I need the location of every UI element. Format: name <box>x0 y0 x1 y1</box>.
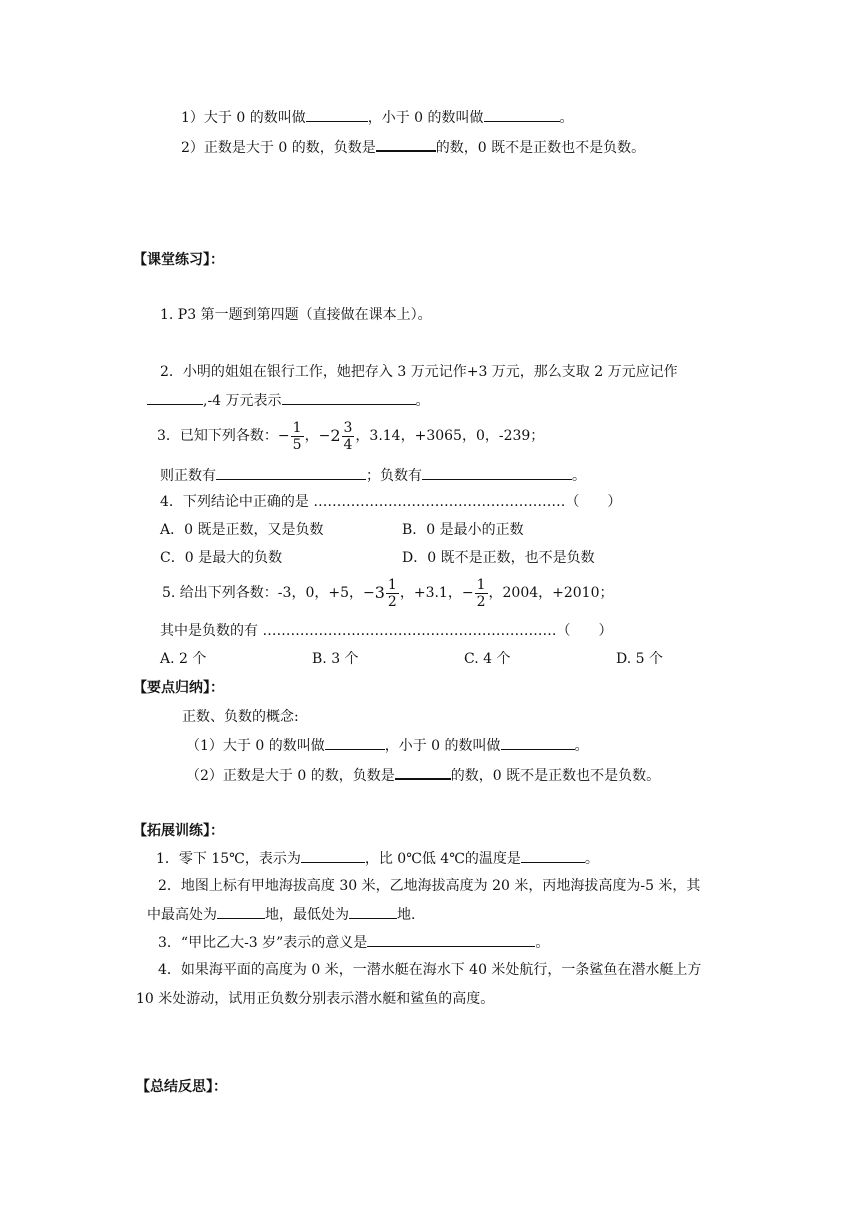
answer-blank[interactable] <box>501 735 575 750</box>
choice-b[interactable]: B．0 是最小的正数 <box>402 522 524 538</box>
practice-q2-line1: 2．小明的姐姐在银行工作，她把存入 3 万元记作+3 万元，那么支取 2 万元应记作 <box>160 364 678 380</box>
extension-q4-line2: 10 米处游动，试用正负数分别表示潜水艇和鲨鱼的高度。 <box>136 991 495 1007</box>
answer-blank[interactable] <box>147 390 203 405</box>
answer-blank[interactable] <box>217 904 265 919</box>
answer-blank[interactable] <box>521 848 585 863</box>
answer-blank[interactable] <box>367 932 535 947</box>
practice-q2-line2: ,-4 万元表示 。 <box>147 390 430 411</box>
section-title-summary: 【要点归纳】： <box>133 680 224 696</box>
fraction: $\frac{3}{4}$ <box>343 419 353 453</box>
section-title-practice: 【课堂练习】： <box>133 252 224 268</box>
answer-blank[interactable] <box>349 904 397 919</box>
extension-q3: 3．“甲比乙大-3 岁”表示的意义是 。 <box>158 932 549 953</box>
answer-blank[interactable] <box>325 735 385 750</box>
practice-q3-line1: 3．已知下列各数：− $\frac{1}{5}$ ，−2 $\frac{3}{4}$ ，3.14，+3065，0，-239； <box>157 419 545 453</box>
section-title-extension: 【拓展训练】： <box>133 823 224 839</box>
answer-blank[interactable] <box>301 848 365 863</box>
summary-concept: 正数、负数的概念: <box>182 709 299 725</box>
choice-c[interactable]: C. 4 个 <box>464 651 511 667</box>
choice-c[interactable]: C．0 是最大的负数 <box>160 550 283 566</box>
extension-q2-line2: 中最高处为 地，最低处为 地. <box>147 904 415 925</box>
choice-a[interactable]: A. 2 个 <box>160 651 207 667</box>
answer-blank[interactable] <box>395 764 451 780</box>
practice-q4-stem: 4．下列结论中正确的是 ………………………………………………（ ） <box>160 494 622 510</box>
practice-q5-stem: 其中是负数的有 ………………………………………………………（ ） <box>160 623 613 639</box>
fraction: $\frac{1}{5}$ <box>292 419 302 453</box>
extension-q2-line1: 2．地图上标有甲地海拔高度 30 米，乙地海拔高度为 20 米，丙地海拔高度为-5 米，其 <box>158 878 701 894</box>
section-title-reflection: 【总结反思】： <box>136 1079 227 1095</box>
answer-blank[interactable] <box>376 136 436 152</box>
extension-q1: 1．零下 15℃，表示为 ，比 0℃低 4℃的温度是 。 <box>156 848 599 869</box>
choice-d[interactable]: D. 5 个 <box>616 651 663 667</box>
answer-blank[interactable] <box>306 107 368 122</box>
practice-q3-line2: 则正数有 ；负数有 。 <box>160 465 586 486</box>
answer-blank[interactable] <box>422 465 572 480</box>
practice-q5-line1: 5. 给出下列各数：-3，0，+5，−3 $\frac{1}{2}$ ，+3.1，− $\frac{1}{2}$ ，2004，+2010； <box>162 576 614 610</box>
top-line-1: 1）大于 0 的数叫做 ，小于 0 的数叫做 。 <box>181 107 574 128</box>
choice-b[interactable]: B. 3 个 <box>312 651 359 667</box>
answer-blank[interactable] <box>282 390 416 405</box>
answer-blank[interactable] <box>216 465 366 480</box>
practice-q1: 1. P3 第一题到第四题（直接做在课本上）。 <box>160 307 432 323</box>
fraction: $\frac{1}{2}$ <box>387 576 397 610</box>
choice-d[interactable]: D．0 既不是正数，也不是负数 <box>402 550 595 566</box>
summary-line-1: （1）大于 0 的数叫做 ，小于 0 的数叫做 。 <box>186 735 589 756</box>
fraction: $\frac{1}{2}$ <box>476 576 486 610</box>
top-line-2: 2）正数是大于 0 的数，负数是 的数，0 既不是正数也不是负数。 <box>181 136 645 158</box>
answer-blank[interactable] <box>484 107 560 122</box>
summary-line-2: （2）正数是大于 0 的数，负数是 的数，0 既不是正数也不是负数。 <box>186 764 660 786</box>
extension-q4-line1: 4．如果海平面的高度为 0 米，一潜水艇在海水下 40 米处航行，一条鲨鱼在潜水艇上方 <box>158 962 702 978</box>
choice-a[interactable]: A．0 既是正数，又是负数 <box>160 522 324 538</box>
